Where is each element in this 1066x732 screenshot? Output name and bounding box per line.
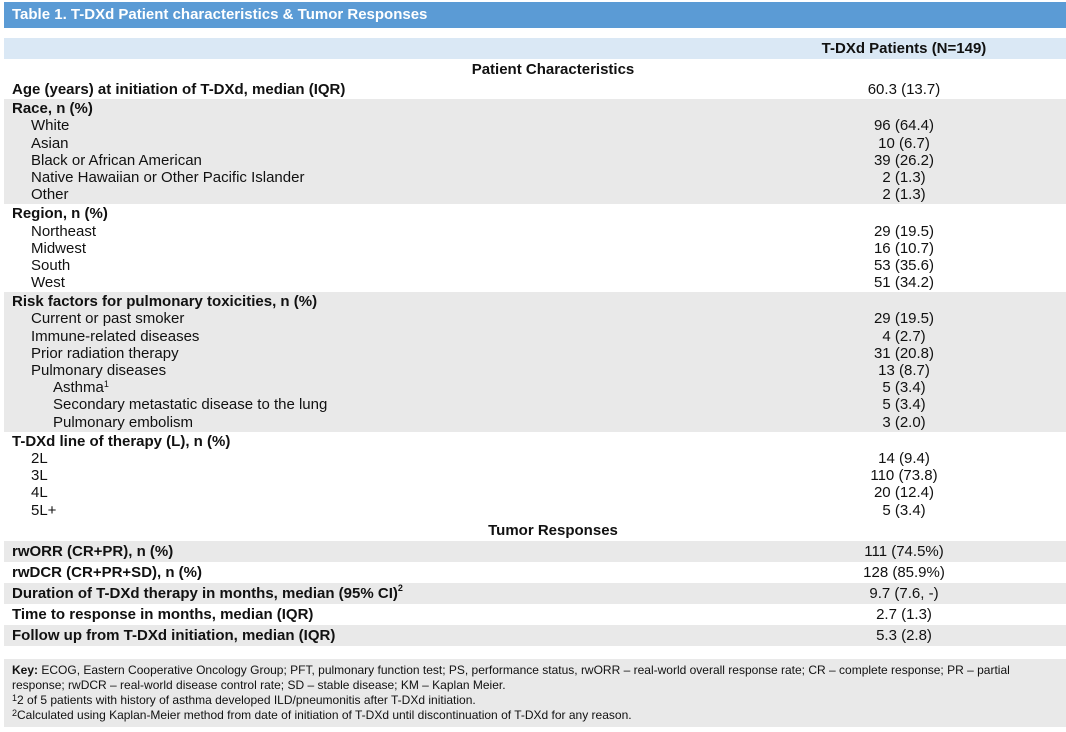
section-title: Patient Characteristics	[471, 61, 635, 78]
row-sublabel: Black or African American	[31, 151, 202, 169]
row-sublabel: Northeast	[31, 222, 97, 240]
row-value: 2 (1.3)	[882, 186, 926, 204]
row-subsublabel: Asthma$^1$	[53, 379, 109, 397]
row-label: Follow up from T-DXd initiation, median (IQR)	[12, 626, 336, 644]
row-sublabel: White	[31, 117, 70, 135]
row-sublabel: Asian	[31, 134, 69, 152]
table-row-rwdcr	[4, 562, 1066, 583]
row-sublabel: Current or past smoker	[31, 310, 185, 328]
column-header: T-DXd Patients (N=149)	[821, 40, 987, 57]
table-row-age	[4, 80, 1066, 99]
row-label: Region, n (%)	[12, 205, 108, 223]
row-subsublabel: Pulmonary embolism	[53, 413, 194, 431]
characteristics-table	[4, 38, 1066, 646]
row-subsublabel: Secondary metastatic disease to the lung	[53, 396, 328, 414]
table-footnotes	[4, 659, 1066, 727]
row-sublabel: Other	[31, 186, 69, 204]
row-value: 60.3 (13.7)	[867, 81, 941, 98]
section-title: Tumor Responses	[488, 521, 618, 539]
row-label: T-DXd line of therapy (L), n (%)	[12, 432, 231, 450]
table-row-race	[4, 99, 1066, 204]
row-sublabel: West	[31, 274, 65, 292]
table-title: Table 1. T-DXd Patient characteristics & Tumor Responses	[4, 2, 1066, 28]
row-value: 51 (34.2)	[873, 274, 935, 292]
table-row-rworr	[4, 541, 1066, 562]
row-value: 29 (19.5)	[873, 310, 935, 328]
row-value: 29 (19.5)	[873, 222, 935, 240]
section-tumor-responses	[4, 520, 1066, 541]
table-row-risk-factors	[4, 292, 1066, 432]
row-value: 128 (85.9%)	[863, 563, 945, 581]
table-row-region	[4, 204, 1066, 292]
row-sublabel: Pulmonary diseases	[31, 362, 167, 379]
row-value: 5 (3.4)	[882, 501, 926, 519]
row-value: 2.7 (1.3)	[876, 605, 932, 623]
row-sublabel: South	[31, 256, 71, 274]
row-sublabel: 2L	[31, 449, 48, 467]
footnote-1: $^1$2 of 5 patients with history of asthma developed ILD/pneumonitis after T-DXd initiation.	[12, 693, 476, 707]
row-value: 5.3 (2.8)	[876, 626, 932, 644]
row-sublabel: 4L	[31, 484, 48, 502]
section-patient-characteristics	[4, 59, 1066, 80]
row-value: 4 (2.7)	[882, 327, 926, 345]
footnote-2: $^2$Calculated using Kaplan-Meier method from date of initiation of T-DXd until discontinuation of T-DXd for any reason.	[12, 708, 632, 722]
row-value: 96 (64.4)	[873, 117, 935, 135]
table-row-follow-up	[4, 625, 1066, 646]
row-value: 16 (10.7)	[873, 239, 935, 257]
row-label: Time to response in months, median (IQR)	[12, 605, 314, 623]
row-value: 2 (1.3)	[882, 168, 926, 186]
row-value: 5 (3.4)	[882, 379, 926, 397]
row-value: 13 (8.7)	[878, 362, 930, 379]
row-label: Race, n (%)	[12, 100, 93, 118]
row-sublabel: Immune-related diseases	[31, 327, 200, 345]
row-label: Risk factors for pulmonary toxicities, n (%)	[12, 293, 318, 311]
row-value: 10 (6.7)	[878, 134, 930, 152]
row-sublabel: 5L+	[31, 501, 57, 519]
footnote-marker: 2	[397, 582, 403, 593]
row-value: 110 (73.8)	[870, 467, 938, 485]
row-sublabel: Midwest	[31, 239, 87, 257]
table-row-line-of-therapy	[4, 432, 1066, 520]
footnote-key: Key: ECOG, Eastern Cooperative Oncology Group; PFT, pulmonary function test; PS, performance status, rwORR – real-world overall response rate; CR – complete response; PR – partial response; rwDCR – real-world disease control rate; SD – stable disease; KM – Kaplan Meier.	[12, 663, 1010, 692]
row-value: 53 (35.6)	[873, 256, 935, 274]
row-sublabel: 3L	[31, 467, 48, 485]
row-value: 20 (12.4)	[873, 484, 935, 502]
row-label: Age (years) at initiation of T-DXd, median (IQR)	[12, 81, 346, 98]
row-sublabel: Prior radiation therapy	[31, 344, 179, 362]
row-label: Duration of T-DXd therapy in months, median (95% CI)$^2$	[12, 582, 403, 602]
row-value: 14 (9.4)	[878, 449, 930, 467]
column-header-row	[4, 38, 1066, 59]
row-value: 111 (74.5%)	[864, 542, 944, 560]
row-value: 5 (3.4)	[882, 396, 926, 414]
row-value: 9.7 (7.6, -)	[869, 584, 939, 602]
table-row-duration	[4, 583, 1066, 604]
row-value: 31 (20.8)	[873, 344, 935, 362]
row-value: 39 (26.2)	[873, 151, 935, 169]
row-label: rwDCR (CR+PR+SD), n (%)	[12, 563, 203, 581]
row-label: rwORR (CR+PR), n (%)	[12, 542, 174, 560]
row-sublabel: Native Hawaiian or Other Pacific Islander	[31, 168, 305, 186]
table-row-time-to-response	[4, 604, 1066, 625]
row-value: 3 (2.0)	[882, 413, 926, 431]
footnote-marker: 1	[103, 379, 109, 390]
